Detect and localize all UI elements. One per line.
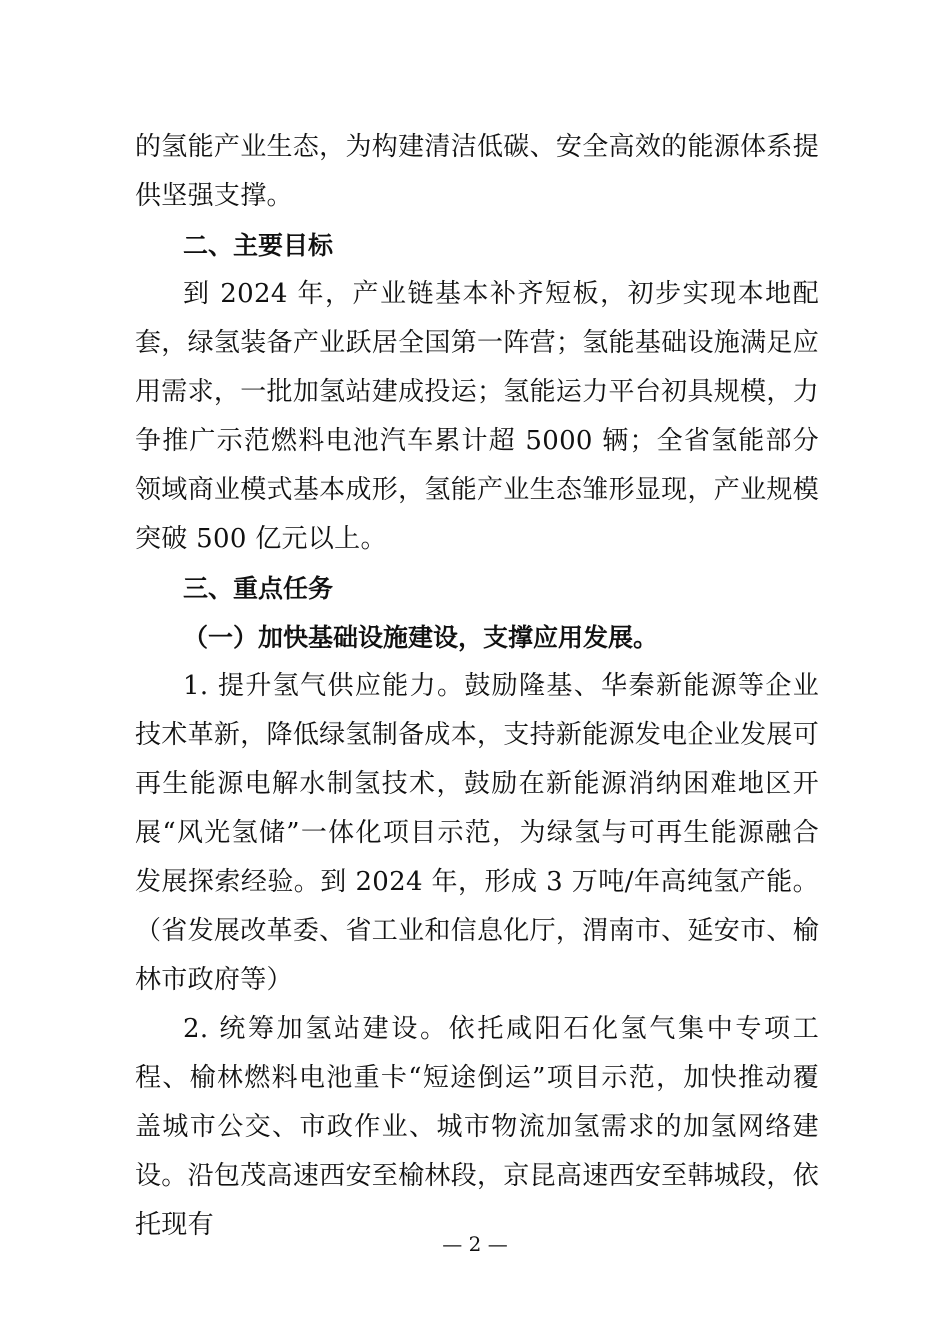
subsection-heading-infrastructure: （一）加快基础设施建设，支撑应用发展。 bbox=[183, 623, 659, 652]
intro-paragraph: 的氢能产业生态，为构建清洁低碳、安全高效的能源体系提供坚强支撑。 bbox=[135, 132, 819, 211]
page-number: — 2 — bbox=[442, 1232, 508, 1256]
section-heading-main-goals: 二、主要目标 bbox=[183, 231, 334, 260]
task-item-hydrogen-stations: 2. 统筹加氢站建设。依托咸阳石化氢气集中专项工程、榆林燃料电池重卡“短途倒运”项目示范，加快推动覆盖城市公交、市政作业、城市物流加氢需求的加氢网络建设。沿包茂高速西安至榆林段，京昆高速西安至韩城段，依托现有 bbox=[135, 1014, 819, 1240]
section-heading-key-tasks: 三、重点任务 bbox=[183, 574, 334, 603]
task-item-hydrogen-supply: 1. 提升氢气供应能力。鼓励隆基、华秦新能源等企业技术革新，降低绿氢制备成本，支持新能源发电企业发展可再生能源电解水制氢技术，鼓励在新能源消纳困难地区开展“风光氢储”一体化项目示范，为绿氢与可再生能源融合发展探索经验。到 2024 年，形成 3 万吨/年高纯氢产能。（省发展改革委、省工业和信息化厅，渭南市、延安市、榆林市政府等） bbox=[135, 671, 819, 995]
document-body bbox=[135, 123, 819, 1250]
main-goals-paragraph: 到 2024 年，产业链基本补齐短板，初步实现本地配套，绿氢装备产业跃居全国第一阵营；氢能基础设施满足应用需求，一批加氢站建成投运；氢能运力平台初具规模，力争推广示范燃料电池汽车累计超 5000 辆；全省氢能部分领域商业模式基本成形，氢能产业生态雏形显现，产业规模突破 500 亿元以上。 bbox=[135, 279, 819, 554]
